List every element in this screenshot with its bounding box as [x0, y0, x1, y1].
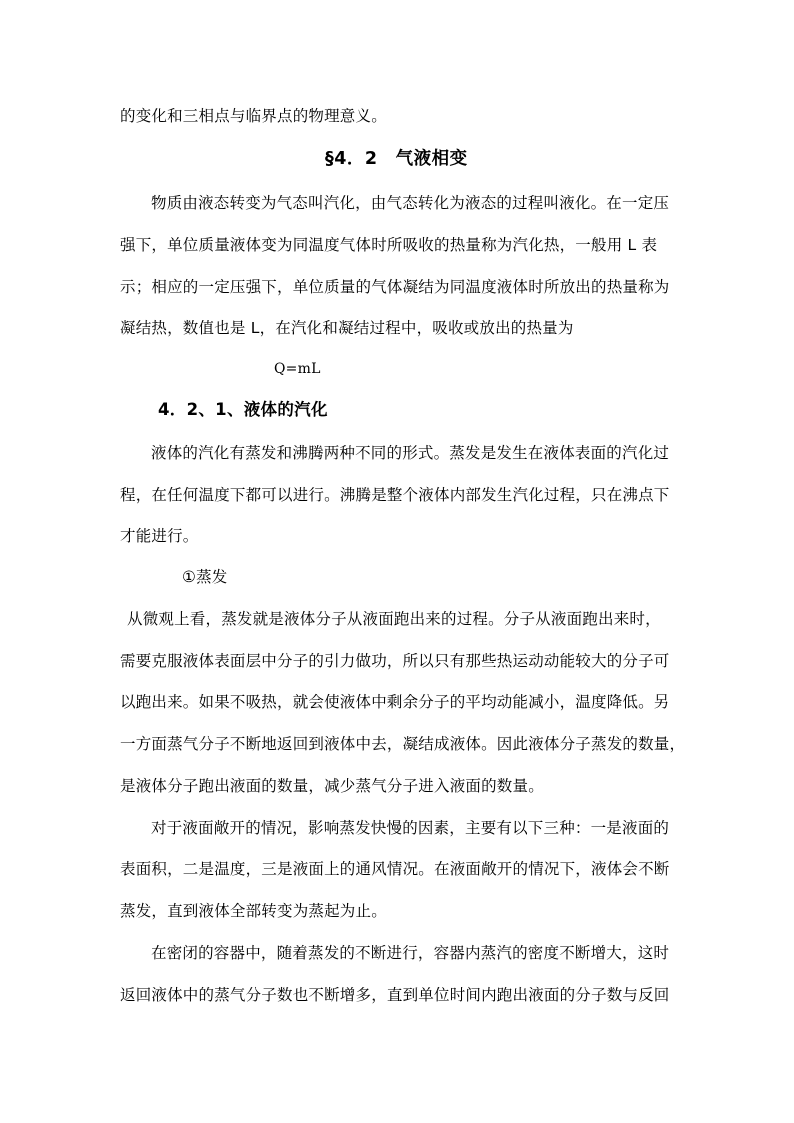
text-line: 以跑出来。如果不吸热，就会使液体中剩余分子的平均动能减小，温度降低。另	[120, 693, 670, 711]
text-line: 表面积，二是温度，三是液面上的通风情况。在液面敞开的情况下，液体会不断	[120, 860, 670, 878]
text-line: 返回液体中的蒸气分子数也不断增多，直到单位时间内跑出液面的分子数与反回	[120, 986, 670, 1004]
text-line: 一方面蒸气分子不断地返回到液体中去，凝结成液体。因此液体分子蒸发的数量，	[120, 735, 686, 753]
text-line: 示；相应的一定压强下，单位质量的气体凝结为同温度液体时所放出的热量称为	[120, 278, 670, 296]
text-line: 凝结热，数值也是 L，在汽化和凝结过程中，吸收或放出的热量为	[120, 319, 574, 337]
text-line: 需要克服液体表面层中分子的引力做功，所以只有那些热运动动能较大的分子可	[120, 652, 670, 670]
text-line: 才能进行。	[120, 527, 199, 545]
subsection-title: 4．2、1、液体的汽化	[158, 400, 328, 419]
text-line: 在密闭的容器中，随着蒸发的不断进行，容器内蒸汽的密度不断增大，这时	[151, 944, 670, 962]
text-line: 程，在任何温度下都可以进行。沸腾是整个液体内部发生汽化过程，只在沸点下	[120, 486, 670, 504]
text-line: 物质由液态转变为气态叫汽化，由气态转化为液态的过程叫液化。在一定压	[151, 194, 670, 212]
formula: Q=mL	[274, 361, 321, 377]
text-line: 的变化和三相点与临界点的物理意义。	[120, 107, 387, 125]
text-line: 蒸发，直到液体全部转变为蒸起为止。	[120, 902, 387, 920]
section-title: §4．2 气液相变	[325, 149, 468, 169]
text-line: 强下，单位质量液体变为同温度气体时所吸收的热量称为汽化热，一般用 L 表	[120, 236, 658, 254]
text-line: 对于液面敞开的情况，影响蒸发快慢的因素，主要有以下三种：一是液面的	[151, 819, 670, 837]
list-item-label: ①蒸发	[182, 568, 228, 586]
text-line: 从微观上看，蒸发就是液体分子从液面跑出来的过程。分子从液面跑出来时，	[127, 610, 661, 628]
text-line: 液体的汽化有蒸发和沸腾两种不同的形式。蒸发是发生在液体表面的汽化过	[151, 444, 670, 462]
text-line: 是液体分子跑出液面的数量，减少蒸气分子进入液面的数量。	[120, 777, 544, 795]
